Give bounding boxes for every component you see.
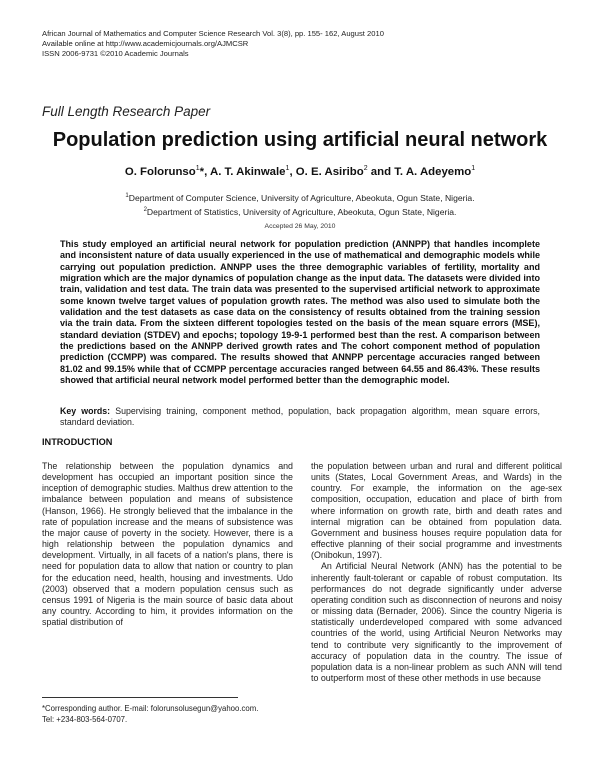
affiliation-1: $^1$Department of Computer Science, University of Agriculture, Abeokuta, Ogun State, Nigeria. (125, 192, 475, 203)
keywords-label: Key words: (60, 406, 111, 416)
footnote-rule (42, 697, 238, 698)
author-name: O. E. Asiribo (295, 165, 364, 178)
author-separator: , (289, 165, 296, 178)
author-name: O. Folorunso (124, 165, 196, 178)
author-name: A. T. Akinwale (209, 165, 286, 178)
abstract: This study employed an artificial neural network for population prediction (ANNPP) that handles incomplete and inconsistent nature of data usually experienced in the use of mathematical and demographic models while carrying out population prediction. ANNPP uses the three demographic variables of fertility, mortality and migration which are the major dynamics of population change as the input data. The datasets were divided into train, validation and test data. The train data was presented to the supervised artificial network to approximate some known twelve target values of population growth rates. The method was also used to simulate both the validation and the test datasets as case data on the consistency of results obtained from the training session via the train data. From the sixteen different topologies tested on the basis of the mean square errors (MSE), standard deviation (STDEV) and epochs; topology 19-9-1 performed best than the rest. A comparison between the predictions based on the ANNPP derived growth rates and The cohort component method of population prediction (CCMPP) was compared. The results showed that ANNPP percentage accuracies ranged between 81.02 and 99.15% while that of CCMPP percentage accuracies ranged between 64.55 and 86.43%. These results showed that artificial neural network model performed better than the demographic model. (60, 239, 540, 386)
journal-issn: ISSN 2006-9731 ©2010 Academic Journals (42, 49, 189, 58)
keywords-text: Supervising training, component method, population, back propagation algorithm, mean square errors, standard deviation. (60, 406, 540, 428)
author-affiliation-mark: 1 (471, 165, 476, 172)
right-column (311, 461, 562, 684)
author-separator: and (367, 165, 395, 178)
footnote-email[interactable]: *Corresponding author. E-mail: folorunsolusegun@yahoo.com. (42, 704, 259, 713)
section-heading-introduction: INTRODUCTION (42, 437, 113, 447)
journal-header (42, 29, 384, 59)
paper-type: Full Length Research Paper (42, 104, 211, 119)
accepted-date: Accepted 26 May, 2010 (264, 223, 336, 230)
footnote-phone: Tel: +234-803-564-0707. (42, 715, 128, 724)
intro-paragraph-continued: the population between urban and rural and different political units (States, Local Government Areas, and Wards) in the country. For example, the information on the age-sex composition, occupation, education and place of birth from where information on growth rate, birth and death rates and internal migration can be obtained from population data. Government and business houses require population data for effective planning of their social programme and investments (Onibokun, 1997). (311, 461, 562, 561)
journal-citation: African Journal of Mathematics and Computer Science Research Vol. 3(8), pp. 155- 162, August 2010 (42, 29, 384, 38)
author-affiliation-mark: 1 (285, 165, 290, 172)
affiliation-2: $^2$Department of Statistics, University of Agriculture, Abeokuta, Ogun State, Nigeria. (143, 206, 457, 217)
author-affiliation-mark: 1 (195, 165, 200, 172)
author-list (0, 165, 600, 178)
intro-paragraph: The relationship between the population dynamics and development has occupied an important position since the inception of demographic studies. Malthus drew attention to the imbalance between population and means of subsistence (Hanson, 1966). He strongly believed that the imbalance in the rate of population increase and the means of subsistence was the major cause of poverty in the society. However, there is a high relationship between the population dynamics and development. Virtually, in all facets of a nation's plans, there is need for population data to allow that nation or country to plan for the education need, health, housing and investments. Udo (2003) observed that a modern population census such as census 1991 of Nigeria is the main source of basic data about any country. According to him, it provides information on the spatial distribution of (42, 461, 293, 628)
journal-online-url[interactable]: Available online at http://www.academicjournals.org/AJMCSR (42, 39, 249, 48)
author-affiliation-mark: 2 (363, 165, 368, 172)
left-column (42, 461, 293, 628)
paper-title: Population prediction using artificial neural network (52, 129, 548, 151)
footnote (42, 703, 258, 725)
keywords (60, 406, 540, 429)
author-separator: , (204, 165, 210, 178)
intro-paragraph-ann: An Artificial Neural Network (ANN) has the potential to be inherently fault-tolerant or capable of robust computation. Its performances do not degrade significantly under adverse operating condition such as disconnection of neurons and noisy or missing data (Bernader, 2006). Since the country Nigeria is statistically underdeveloped compared with some advanced countries of the world, using Artificial Neuron Networks may tend to contribute very significantly to the improvement of accuracy of population data in the country. The issue of population data is a non-linear problem as such ANN will tend to outperform most of these other methods in use because (311, 561, 562, 683)
corresponding-mark: * (199, 165, 205, 178)
author-name: T. A. Adeyemo (394, 165, 472, 178)
affiliations (0, 190, 600, 218)
